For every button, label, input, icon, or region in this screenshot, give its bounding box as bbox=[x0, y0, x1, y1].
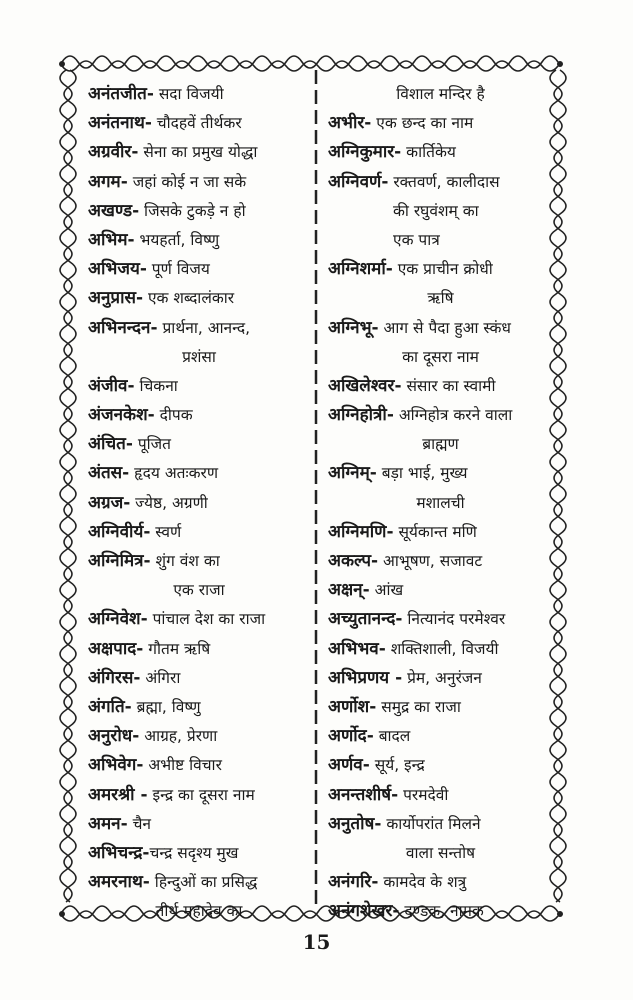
dictionary-entry bbox=[88, 459, 310, 488]
entry-definition: पूर्ण विजय bbox=[146, 260, 210, 279]
entry-definition: ब्रह्मा, विष्णु bbox=[131, 697, 201, 716]
entry-definition: अग्निहोत्र करने वाला bbox=[393, 406, 513, 425]
dictionary-entry bbox=[328, 576, 553, 605]
dictionary-entry bbox=[328, 605, 553, 634]
entry-term: अग्रवीर- bbox=[88, 142, 139, 163]
left-column bbox=[88, 80, 310, 926]
entry-definition: आभूषण, सजावट bbox=[378, 552, 483, 570]
entry-term: अग्निमणि- bbox=[328, 521, 394, 542]
dictionary-entry bbox=[88, 635, 310, 664]
entry-definition: संसार का स्वामी bbox=[401, 376, 496, 395]
entry-continuation: का दूसरा नाम bbox=[402, 347, 479, 366]
right-column bbox=[328, 80, 553, 926]
dictionary-entry bbox=[88, 489, 310, 518]
entry-definition: रक्तवर्ण, कालीदास bbox=[388, 172, 500, 191]
entry-term: अग्निवर्ण- bbox=[328, 171, 389, 192]
entry-term: अभिभव- bbox=[328, 638, 386, 659]
entry-term: अभिम- bbox=[88, 229, 135, 250]
dictionary-entry bbox=[328, 255, 553, 284]
entry-term: अर्णव- bbox=[328, 755, 370, 776]
entry-term: अर्णोश- bbox=[328, 696, 377, 717]
page-number: 15 bbox=[302, 930, 331, 954]
entry-definition: हृदय अतःकरण bbox=[129, 464, 219, 483]
dictionary-entry bbox=[328, 693, 553, 722]
entry-definition: शक्तिशाली, विजयी bbox=[385, 639, 499, 658]
entry-term: अमरनाथ- bbox=[88, 872, 150, 893]
entry-term: अभीर- bbox=[328, 113, 372, 134]
entry-term: अभिवेग- bbox=[88, 755, 144, 776]
dictionary-entry bbox=[88, 810, 310, 839]
dictionary-entry bbox=[88, 605, 310, 634]
entry-term: अग्निवीर्य- bbox=[88, 521, 151, 542]
entry-term: अनंतजीत- bbox=[88, 84, 154, 104]
entry-term: अखण्ड- bbox=[88, 200, 140, 221]
entry-definition: स्वर्ण bbox=[150, 522, 182, 541]
dictionary-entry bbox=[88, 314, 310, 343]
entry-term: अग्रज- bbox=[88, 492, 131, 513]
dictionary-entry bbox=[328, 518, 553, 547]
dictionary-entry bbox=[88, 372, 310, 401]
entry-continuation: एक पात्र bbox=[393, 230, 440, 249]
dictionary-entry bbox=[328, 138, 553, 167]
entry-definition: बड़ा भाई, मुख्य bbox=[376, 464, 468, 483]
dictionary-entry bbox=[328, 459, 553, 488]
entry-definition: जिसके टुकड़े न हो bbox=[139, 201, 246, 220]
entry-definition: कार्तिकेय bbox=[401, 143, 456, 162]
dictionary-entry bbox=[88, 430, 310, 459]
entry-term: अभिनन्दन- bbox=[88, 317, 158, 338]
dictionary-entry bbox=[88, 109, 310, 138]
dictionary-entry bbox=[328, 810, 553, 839]
entry-definition: गौतम ऋषि bbox=[143, 639, 211, 658]
entry-term: अनुरोध- bbox=[88, 726, 140, 747]
entry-term: अक्षन्- bbox=[328, 580, 370, 601]
entry-definition: अभीष्ट विचार bbox=[143, 756, 222, 775]
column-divider bbox=[313, 70, 319, 910]
entry-definition: ज्येष्ठ, अग्रणी bbox=[130, 493, 208, 512]
entry-continuation: ब्राह्मण bbox=[422, 435, 459, 454]
dictionary-entry bbox=[328, 401, 553, 430]
entry-continuation: विशाल मन्दिर है bbox=[396, 85, 485, 103]
entry-term: अच्युतानन्द- bbox=[328, 609, 403, 630]
entry-definition: सूर्यकान्त मणि bbox=[393, 522, 477, 541]
dictionary-entry bbox=[328, 109, 553, 138]
dictionary-entry bbox=[328, 372, 553, 401]
entry-definition: दीपक bbox=[154, 406, 193, 425]
dictionary-entry bbox=[88, 781, 310, 810]
entry-continuation: तीर्थ महादेव का bbox=[155, 902, 243, 921]
dictionary-entry bbox=[328, 168, 553, 197]
entry-term: अमरश्री - bbox=[88, 784, 148, 805]
dictionary-entry bbox=[88, 722, 310, 751]
entry-definition: कामदेव के शत्रु bbox=[378, 873, 467, 892]
entry-definition: नित्यानंद परमेश्वर bbox=[402, 610, 506, 629]
entry-term: अभिचन्द्र- bbox=[88, 842, 150, 863]
entry-term: अनुतोष- bbox=[328, 813, 382, 834]
entry-term: अग्निवेश- bbox=[88, 609, 148, 630]
entry-term: अंगति- bbox=[88, 696, 132, 717]
dictionary-entry bbox=[328, 722, 553, 751]
entry-definition: आग से पैदा हुआ स्कंध bbox=[378, 318, 511, 337]
entry-definition: कार्योपरांत मिलने bbox=[381, 814, 481, 833]
entry-term: अंजनकेश- bbox=[88, 405, 155, 426]
dictionary-entry bbox=[88, 80, 310, 109]
entry-definition: एक छन्द का नाम bbox=[371, 114, 474, 133]
entry-definition: आंख bbox=[369, 581, 404, 600]
dictionary-entry bbox=[88, 839, 310, 868]
dictionary-entry bbox=[88, 751, 310, 780]
entry-term: अग्निकुमार- bbox=[328, 142, 402, 163]
entry-definition: पूजित bbox=[132, 435, 172, 454]
entry-term: अग्निशर्मा- bbox=[328, 259, 393, 280]
entry-term: अभिजय- bbox=[88, 259, 147, 280]
entry-term: अक्षपाद- bbox=[88, 638, 144, 659]
dictionary-entry bbox=[328, 781, 553, 810]
entry-definition: पांचाल देश का राजा bbox=[147, 610, 266, 629]
entry-definition: चन्द्र सदृश्य मुख bbox=[149, 843, 239, 862]
entry-definition: बादल bbox=[373, 727, 411, 746]
dictionary-entry bbox=[88, 168, 310, 197]
entry-definition: आग्रह, प्रेरणा bbox=[139, 727, 218, 746]
entry-definition: चैन bbox=[127, 814, 152, 833]
entry-definition: प्रार्थना, आनन्द, bbox=[157, 318, 251, 337]
entry-term: अमन- bbox=[88, 813, 128, 834]
dictionary-entry bbox=[88, 226, 310, 255]
entry-definition: सेना का प्रमुख योद्धा bbox=[138, 143, 258, 162]
entry-term: अंचित- bbox=[88, 434, 133, 455]
entry-term: अकल्प- bbox=[328, 551, 379, 571]
entry-definition: सूर्य, इन्द्र bbox=[369, 756, 425, 775]
entry-definition: चौदहवें तीर्थकर bbox=[151, 114, 242, 133]
entry-definition: भयहर्ता, विष्णु bbox=[134, 230, 220, 249]
entry-term: अगम- bbox=[88, 171, 128, 192]
dictionary-entry bbox=[88, 868, 310, 897]
entry-term: अखिलेश्वर- bbox=[328, 375, 402, 396]
entry-definition: शुंग वंश का bbox=[150, 552, 220, 570]
dictionary-entry bbox=[328, 314, 553, 343]
entry-term: अंजीव- bbox=[88, 375, 135, 396]
dictionary-entry bbox=[328, 868, 553, 897]
entry-term: अग्निमित्र- bbox=[88, 551, 151, 571]
entry-term: अग्निम्- bbox=[328, 463, 377, 484]
dictionary-entry bbox=[328, 897, 553, 926]
entry-continuation: मशालची bbox=[416, 493, 465, 512]
entry-definition: जहां कोई न जा सके bbox=[127, 172, 247, 191]
entry-definition: सदा विजयी bbox=[153, 85, 224, 103]
entry-term: अंतस- bbox=[88, 463, 130, 484]
entry-definition: समुद्र का राजा bbox=[376, 697, 461, 716]
entry-term: अंगिरस- bbox=[88, 667, 141, 688]
entry-definition: परमदेवी bbox=[398, 785, 449, 804]
entry-definition: एक शब्दालंकार bbox=[143, 289, 235, 308]
dictionary-entry bbox=[328, 751, 553, 780]
dictionary-entry bbox=[328, 547, 553, 576]
dictionary-entry bbox=[88, 664, 310, 693]
dictionary-entry bbox=[88, 284, 310, 313]
entry-term: अनन्तशीर्ष- bbox=[328, 784, 399, 805]
dictionary-entry bbox=[328, 664, 553, 693]
entry-continuation: ऋषि bbox=[427, 289, 454, 308]
dictionary-entry bbox=[88, 401, 310, 430]
entry-continuation: वाला सन्तोष bbox=[405, 843, 476, 862]
entry-term: अनंतनाथ- bbox=[88, 113, 152, 134]
entry-continuation: की रघुवंशम् का bbox=[393, 201, 479, 220]
entry-term: अनुप्रास- bbox=[88, 288, 144, 309]
dictionary-entry bbox=[88, 255, 310, 284]
entry-definition: दण्डक, नामक bbox=[399, 902, 484, 921]
entry-definition: अंगिरा bbox=[140, 668, 181, 687]
entry-definition: प्रेम, अनुरंजन bbox=[402, 668, 482, 687]
dictionary-entry bbox=[88, 547, 310, 576]
entry-term: अग्निहोत्री- bbox=[328, 405, 394, 426]
entry-definition: हिन्दुओं का प्रसिद्ध bbox=[149, 873, 258, 892]
entry-term: अनंगरि- bbox=[328, 872, 379, 893]
dictionary-entry bbox=[88, 693, 310, 722]
entry-term: अग्निभू- bbox=[328, 317, 379, 338]
dictionary-entry bbox=[88, 138, 310, 167]
dictionary-entry bbox=[88, 518, 310, 547]
entry-term: अभिप्रणय - bbox=[328, 667, 403, 688]
dictionary-entry bbox=[328, 635, 553, 664]
entry-continuation: प्रशंसा bbox=[182, 347, 216, 366]
dictionary-entry bbox=[88, 197, 310, 226]
entry-definition: एक प्राचीन क्रोधी bbox=[392, 260, 493, 279]
entry-term: अर्णोद- bbox=[328, 726, 374, 747]
entry-continuation: एक राजा bbox=[173, 581, 225, 600]
entry-term: अनंगशेखर- bbox=[328, 901, 400, 922]
entry-definition: इन्द्र का दूसरा नाम bbox=[147, 785, 255, 804]
entry-definition: चिकना bbox=[134, 376, 178, 395]
